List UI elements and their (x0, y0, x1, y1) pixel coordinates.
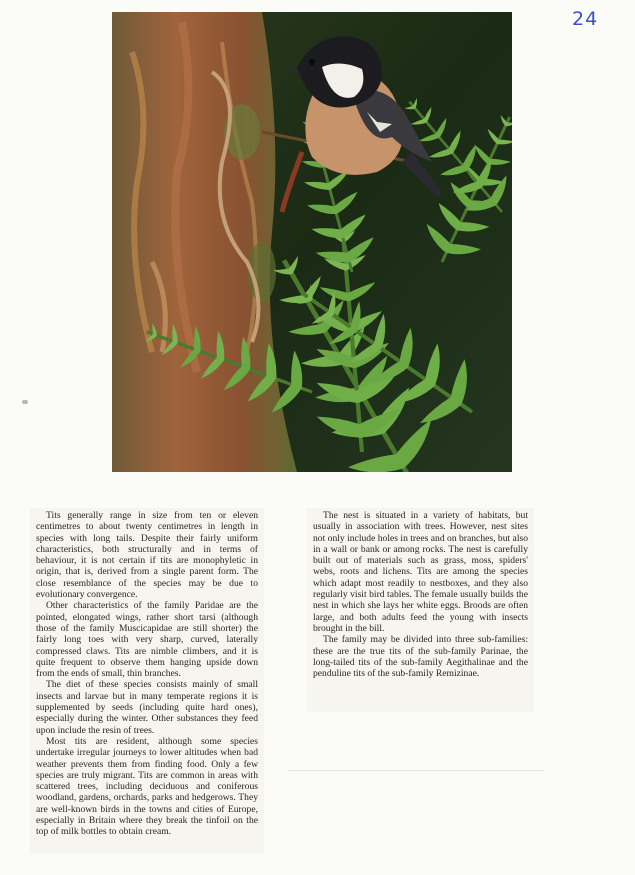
paragraph: Tits generally range in size from ten or eleven centimetres to about twenty centimetres in length in species with long tails. Despite their fairly uniform characteristics, both structurally and in terms of behaviour, it is not certain if tits are monophyletic in origin, that is, derived from a single parent form. The close resemblance of the species may be due to evolutionary convergence. (36, 510, 258, 601)
paragraph: The nest is situated in a variety of habitats, but usually in association with trees. However, nest sites not only include holes in trees and on branches, but also in a wall or bank or among rocks. The nest is carefully built out of materials such as grass, moss, spiders' webs, roots and lichens. Tits are among the species which adapt most readily to nestboxes, and they also regularly visit bird tables. The female usually builds the nest in which she lays her white eggs. Broods are often large, and both adults feed the young with insects brought in the bill. (313, 510, 529, 634)
article-right-column (307, 508, 534, 712)
divider (288, 770, 544, 771)
article-left-column (30, 508, 264, 854)
page-number: 24 (572, 8, 599, 30)
paragraph: The diet of these species consists mainly of small insects and larvae but in many temperate regions it is supplemented by seeds (including quite hard ones), especially during the winter. Other substances they feed upon include the resin of trees. (36, 679, 258, 736)
paragraph: Other characteristics of the family Paridae are the pointed, elongated wings, rather short tarsi (although those of the family Muscicapidae are still shorter) the fairly long toes with very sharp, curved, laterally compressed claws. Tits are nimble climbers, and it is quite frequent to observe them hanging upside down from the ends of small, thin branches. (36, 600, 258, 680)
scan-speck (22, 400, 28, 404)
photo-illustration (112, 12, 512, 472)
coal-tit-photo (112, 12, 512, 472)
paragraph: Most tits are resident, although some species undertake irregular journeys to lower altitudes when bad weather prevents them from finding food. Only a few species are truly migrant. Tits are common in areas with scattered trees, including deciduous and coniferous woodland, gardens, orchards, parks and hedgerows. They are well-known birds in the towns and cities of Europe, especially in Britain where they break the tinfoil on the top of milk bottles to obtain cream. (36, 735, 258, 838)
paragraph: The family may be divided into three sub-families: these are the true tits of the sub-family Parinae, the long-tailed tits of the sub-family Aegithalinae and the penduline tits of the sub-family Remizinae. (313, 634, 528, 680)
